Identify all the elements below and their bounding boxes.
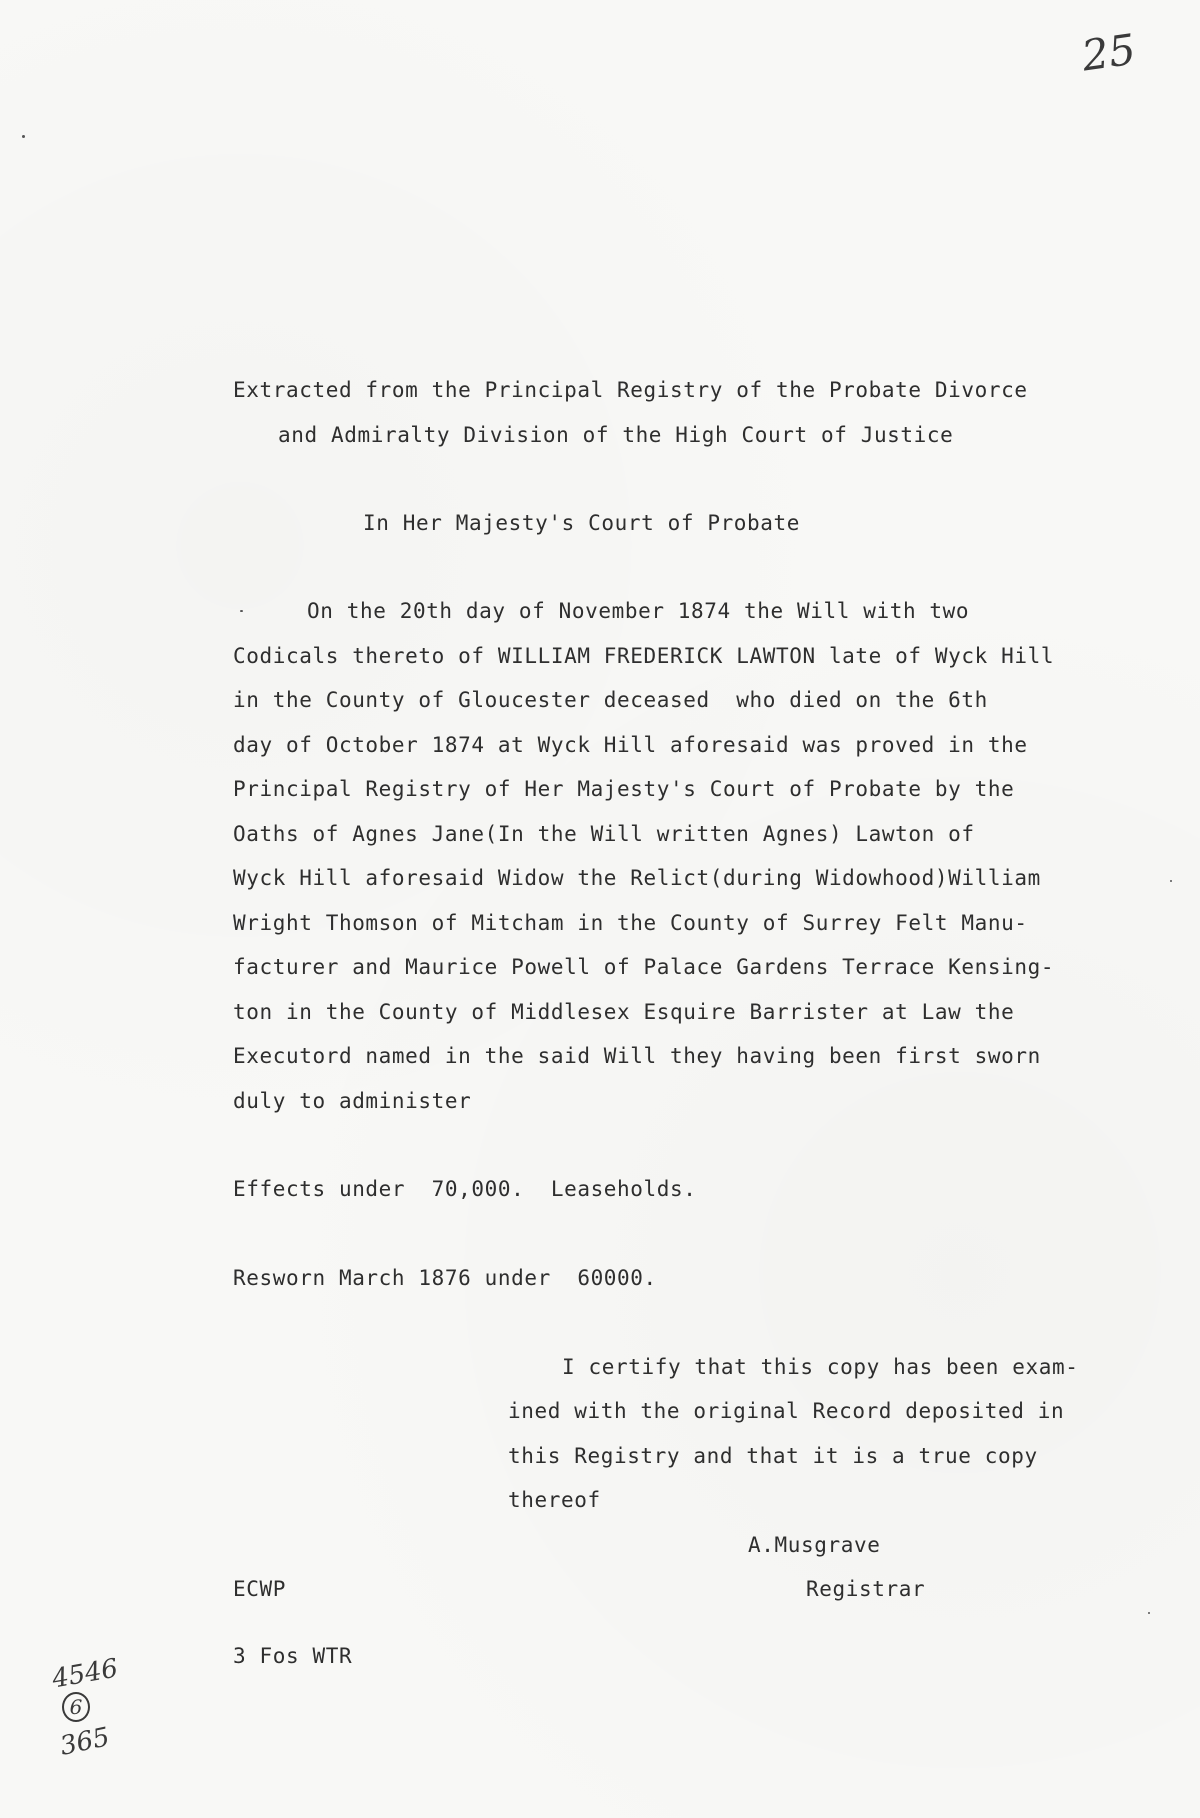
effects-line: Effects under 70,000. Leaseholds. xyxy=(233,1177,697,1201)
signature: A.Musgrave xyxy=(748,1533,881,1557)
body-line-4: day of October 1874 at Wyck Hill aforesaid was proved in the xyxy=(233,733,1028,757)
body-line-3: in the County of Gloucester deceased who died on the 6th xyxy=(233,688,988,712)
clerk-initials: ECWP xyxy=(233,1577,286,1601)
page-number: 25 xyxy=(1078,24,1139,81)
heading-line-2: and Admiralty Division of the High Court of Justice xyxy=(278,423,954,447)
body-line-5: Principal Registry of Her Majesty's Court of Probate by the xyxy=(233,777,1015,801)
body-line-6: Oaths of Agnes Jane(In the Will written Agnes) Lawton of xyxy=(233,822,975,846)
body-line-9: facturer and Maurice Powell of Palace Gardens Terrace Kensing- xyxy=(233,955,1055,979)
body-line-8: Wright Thomson of Mitcham in the County of Surrey Felt Manu- xyxy=(233,911,1028,935)
paper-speck xyxy=(240,610,243,612)
paper-speck xyxy=(22,135,25,138)
resworn-line: Resworn March 1876 under 60000. xyxy=(233,1266,657,1290)
certification-line-3: this Registry and that it is a true copy xyxy=(508,1444,1038,1468)
body-line-10: ton in the County of Middlesex Esquire Barrister at Law the xyxy=(233,1000,1015,1024)
certification-line-2: ined with the original Record deposited in xyxy=(508,1399,1065,1423)
certification-line-1: I certify that this copy has been exam- xyxy=(562,1355,1079,1379)
body-line-7: Wyck Hill aforesaid Widow the Relict(during Widowhood)William xyxy=(233,866,1041,890)
margin-note-line-3: 365 xyxy=(57,1722,113,1762)
margin-note-line-1: 4546 xyxy=(49,1653,121,1695)
body-line-12: duly to administer xyxy=(233,1089,472,1113)
paper-speck xyxy=(1148,1612,1150,1614)
margin-note-line-2: 6 xyxy=(62,1692,90,1722)
certification-line-4: thereof xyxy=(508,1488,601,1512)
body-line-1: On the 20th day of November 1874 the Will with two xyxy=(307,599,970,623)
signatory-title: Registrar xyxy=(806,1577,926,1601)
heading-line-1: Extracted from the Principal Registry of the Probate Divorce xyxy=(233,378,1028,402)
body-line-2: Codicals thereto of WILLIAM FREDERICK LAWTON late of Wyck Hill xyxy=(233,644,1055,668)
folio-note: 3 Fos WTR xyxy=(233,1644,353,1668)
court-title: In Her Majesty's Court of Probate xyxy=(363,511,801,535)
body-line-11: Executord named in the said Will they having been first sworn xyxy=(233,1044,1041,1068)
paper-speck xyxy=(1170,880,1172,882)
